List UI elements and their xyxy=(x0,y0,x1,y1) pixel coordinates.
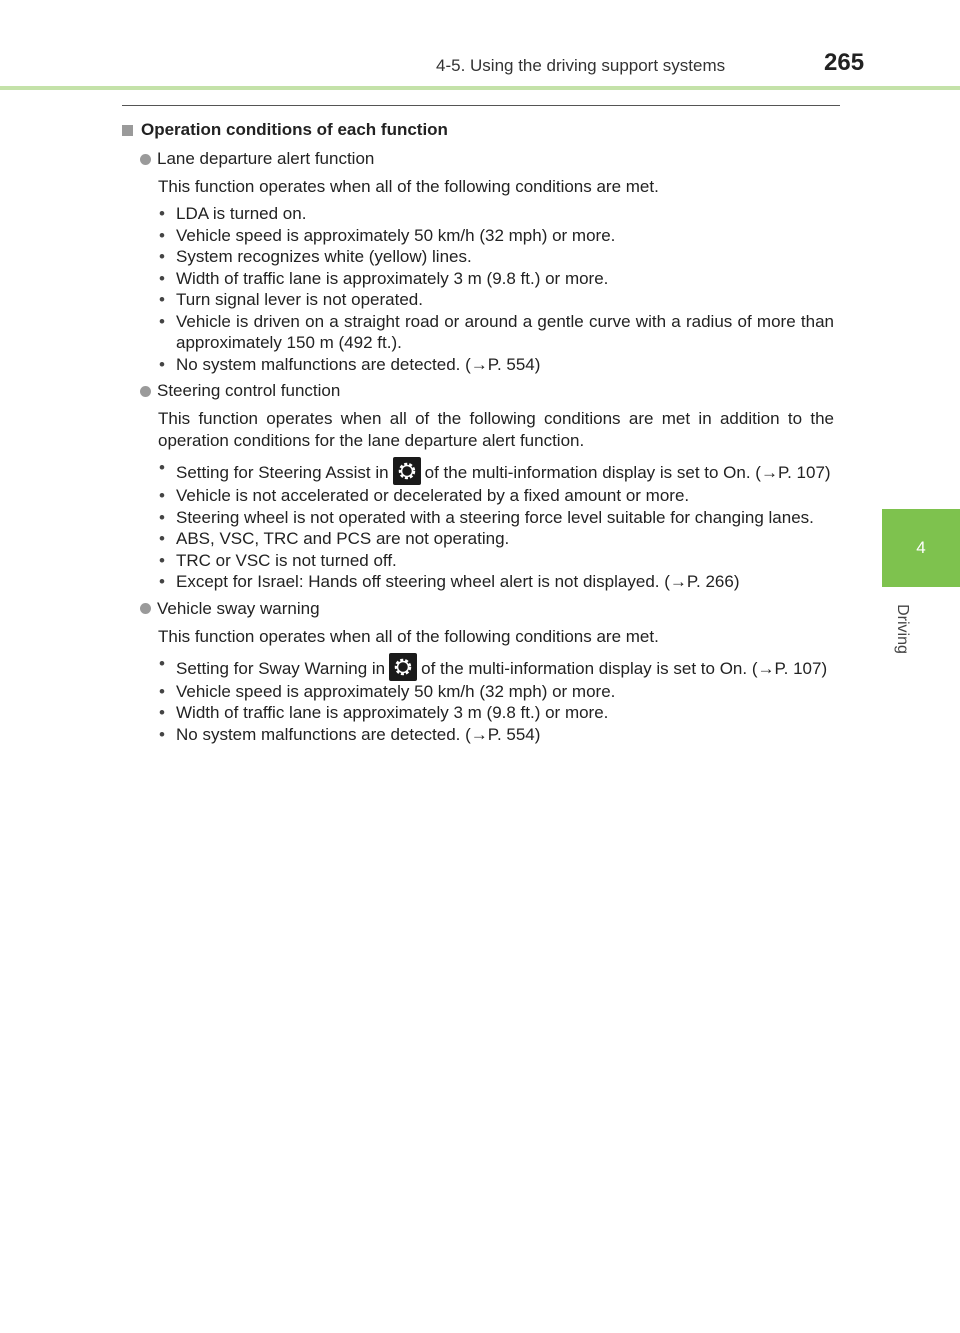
list-item: • TRC or VSC is not turned off. xyxy=(176,550,834,572)
chapter-number: 4 xyxy=(916,538,926,557)
list-item: • Steering wheel is not operated with a steering force level suitable for changing lanes. xyxy=(176,507,834,529)
chapter-tab[interactable] xyxy=(882,509,960,587)
page-number: 265 xyxy=(824,49,865,76)
circle-bullet-icon xyxy=(140,386,151,397)
list-item: • Vehicle is not accelerated or decelerated by a fixed amount or more. xyxy=(176,485,834,507)
list-item: • No system malfunctions are detected. (→P. 554) xyxy=(176,724,834,746)
list-item: • Vehicle speed is approximately 50 km/h (32 mph) or more. xyxy=(176,681,834,703)
subsection-heading: Vehicle sway warning xyxy=(140,597,834,621)
circle-bullet-icon xyxy=(140,603,151,614)
subsection-description: This function operates when all of the following conditions are met in addition to the operation conditions for the lane departure alert function. xyxy=(158,409,834,450)
list-item: • Turn signal lever is not operated. xyxy=(176,289,834,311)
subsection-description: This function operates when all of the following conditions are met. xyxy=(158,626,659,646)
list-item: • No system malfunctions are detected. (→P. 554) xyxy=(176,354,834,376)
list-item: • Vehicle is driven on a straight road or around a gentle curve with a radius of more than approximately 150 m (492 ft.). xyxy=(176,311,834,354)
subsection-lane-departure-alert xyxy=(122,147,834,375)
page-content xyxy=(122,117,834,745)
section-title-text: Operation conditions of each function xyxy=(141,120,448,139)
condition-list xyxy=(122,203,834,375)
subsection-vehicle-sway-warning xyxy=(122,597,834,746)
list-item: • Vehicle speed is approximately 50 km/h (32 mph) or more. xyxy=(176,225,834,247)
list-item: • System recognizes white (yellow) lines. xyxy=(176,246,834,268)
circle-bullet-icon xyxy=(140,154,151,165)
list-item: • ABS, VSC, TRC and PCS are not operating. xyxy=(176,528,834,550)
header-rule xyxy=(0,86,960,90)
list-item: • LDA is turned on. xyxy=(176,203,834,225)
list-item: • Setting for Sway Warning in of the multi-information display is set to On. (→P. 107) xyxy=(176,653,834,681)
list-item: • Setting for Steering Assist in of the multi-information display is set to On. (→P. 107) xyxy=(176,457,834,485)
square-bullet-icon xyxy=(122,125,133,136)
subsection-heading: Lane departure alert function xyxy=(140,147,834,171)
settings-gear-icon xyxy=(393,457,421,485)
subsection-steering-control xyxy=(122,379,834,593)
chapter-title: 4-5. Using the driving support systems xyxy=(436,56,726,75)
list-item: • Width of traffic lane is approximately 3 m (9.8 ft.) or more. xyxy=(176,702,834,724)
subsection-description: This function operates when all of the following conditions are met. xyxy=(158,177,659,196)
settings-gear-icon xyxy=(389,653,417,681)
section-title xyxy=(122,117,834,143)
list-item: • Except for Israel: Hands off steering wheel alert is not displayed. (→P. 266) xyxy=(176,571,834,593)
list-item: • Width of traffic lane is approximately 3 m (9.8 ft.) or more. xyxy=(176,268,834,290)
subsection-heading: Steering control function xyxy=(140,379,834,403)
section-divider xyxy=(122,105,840,106)
condition-list xyxy=(122,653,834,746)
condition-list xyxy=(122,457,834,593)
chapter-label: Driving xyxy=(894,604,911,654)
